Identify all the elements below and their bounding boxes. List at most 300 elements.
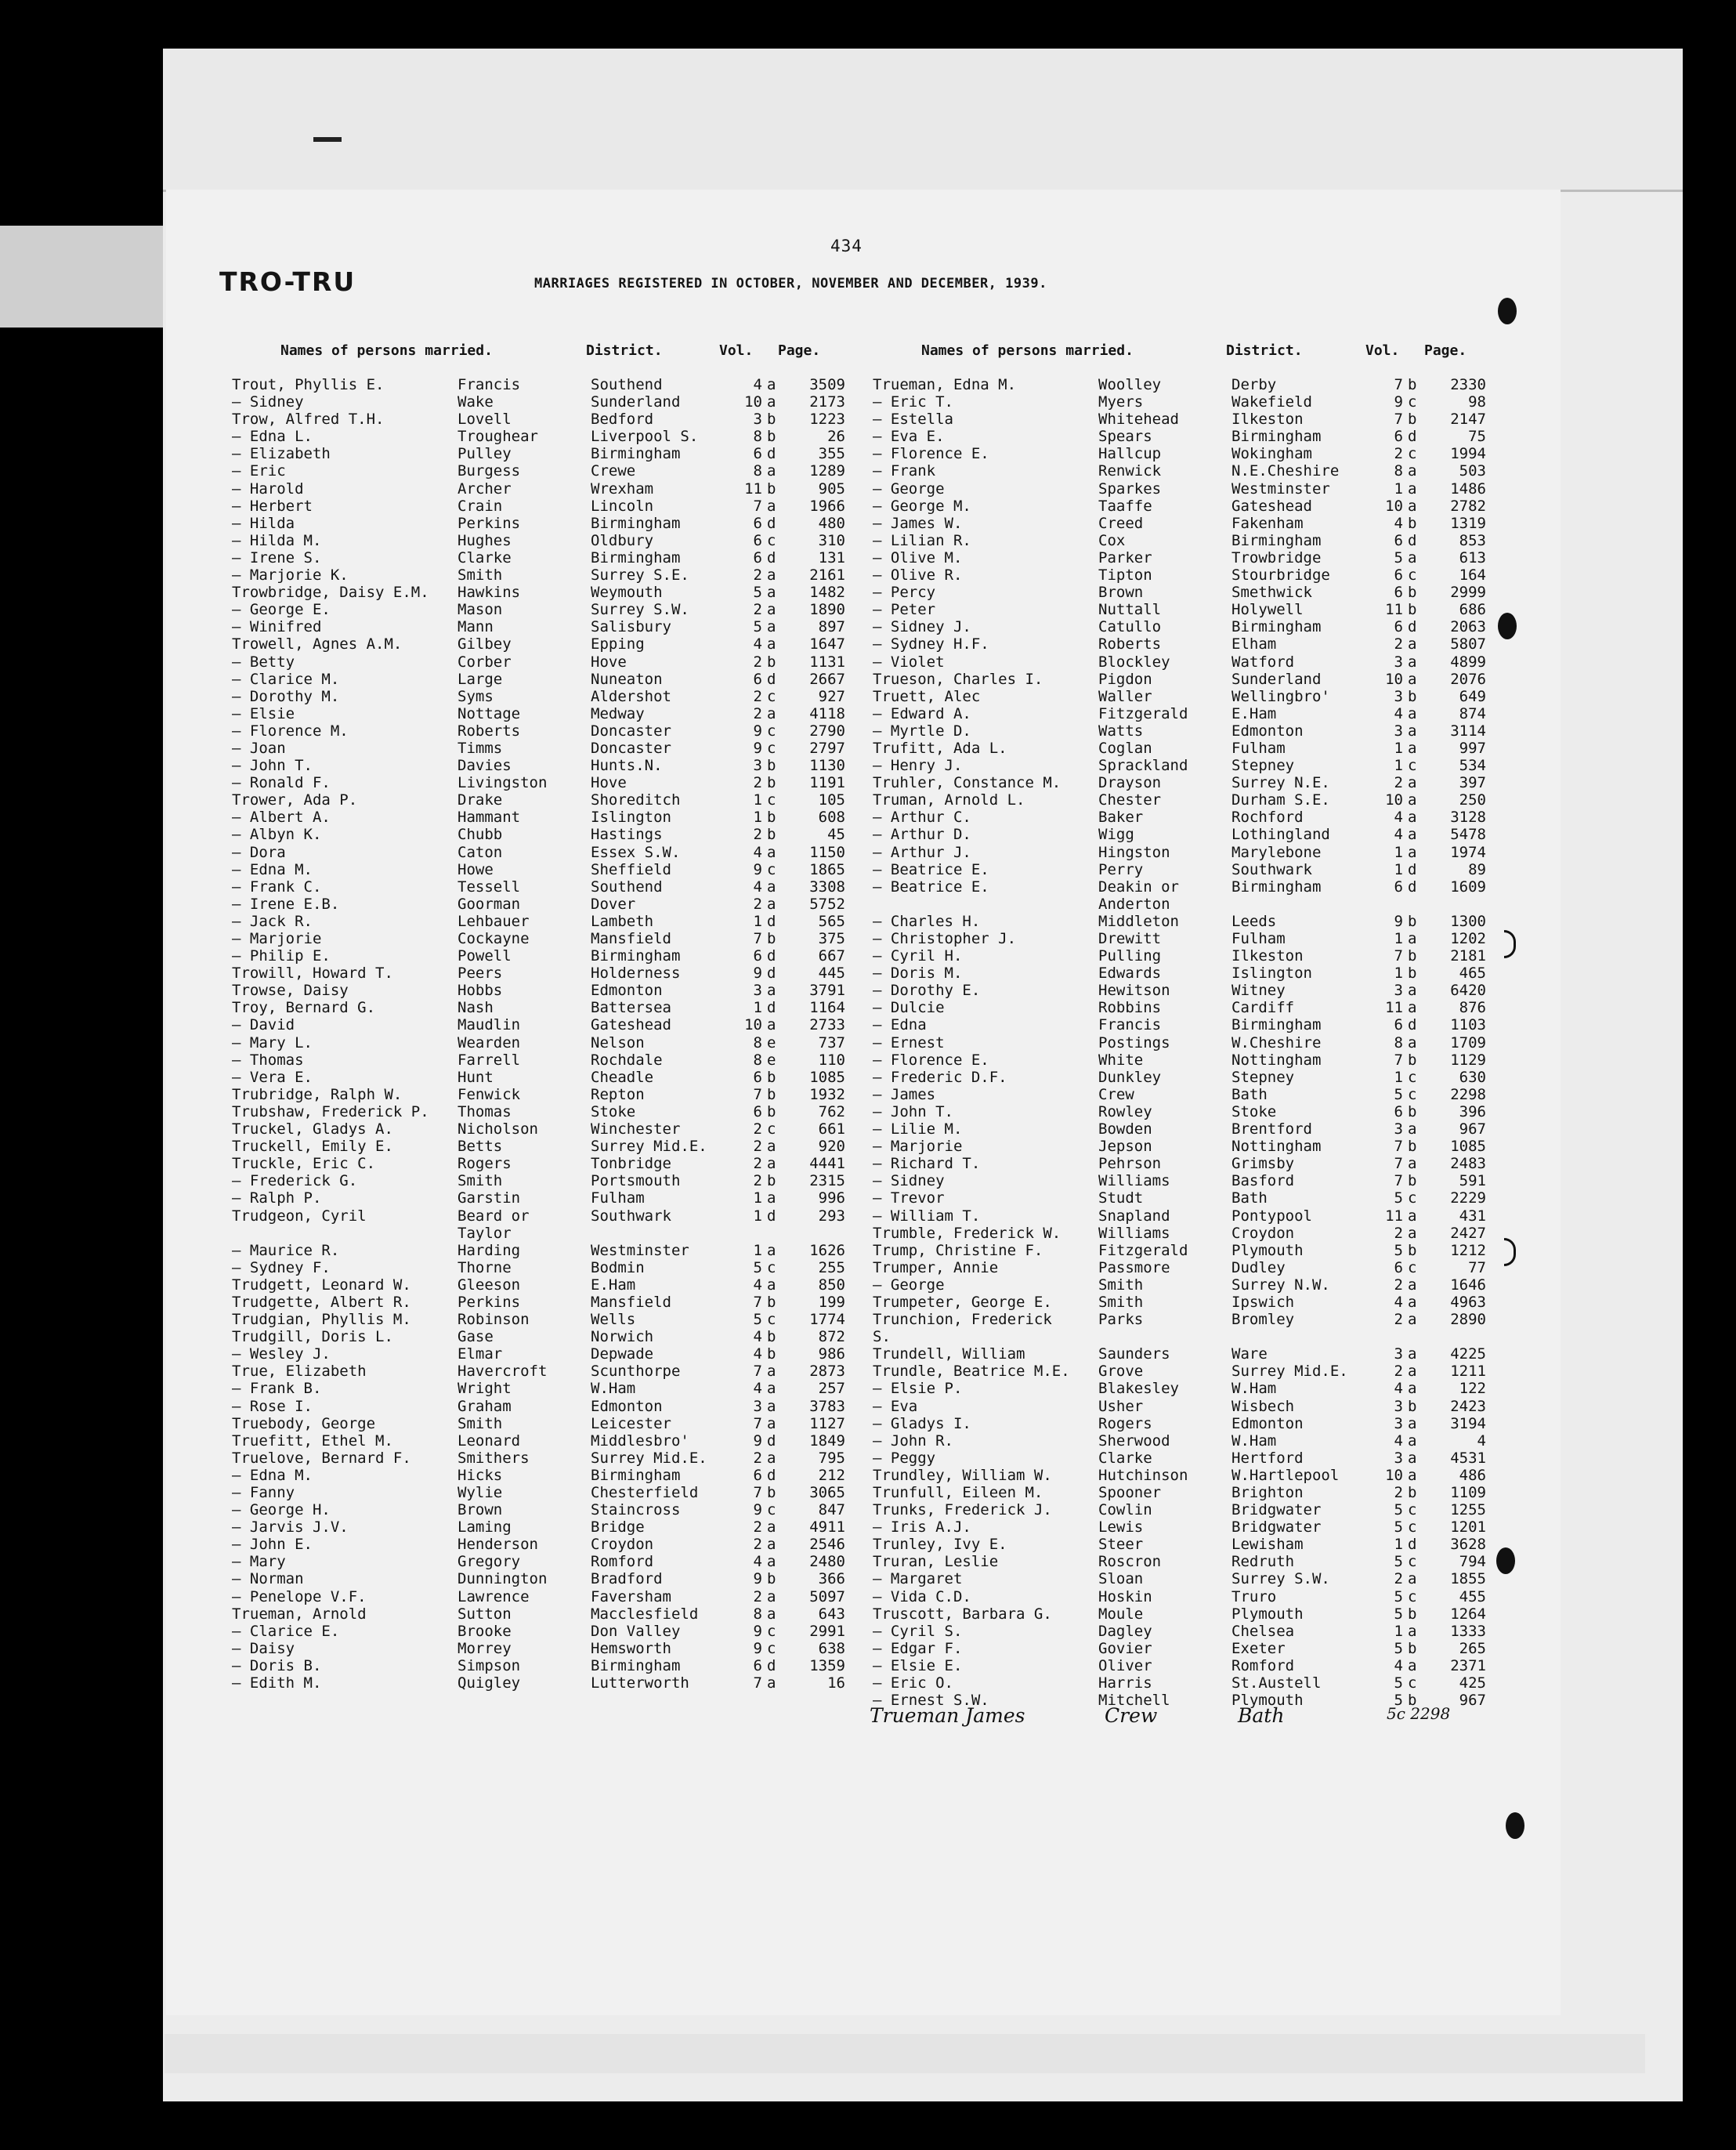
entry-vol-letter: a bbox=[1408, 497, 1417, 515]
entry-vol-letter: a bbox=[1408, 843, 1417, 861]
entry-spouse: Baker bbox=[1098, 809, 1144, 827]
entry-vol-letter: d bbox=[767, 1466, 776, 1484]
entry-vol: 6 bbox=[1394, 878, 1403, 896]
entry-district: Ilkeston bbox=[1231, 947, 1304, 965]
entry-district: Dover bbox=[591, 895, 636, 913]
entry-spouse: Jepson bbox=[1098, 1138, 1152, 1156]
entry-page: 1849 bbox=[809, 1432, 845, 1450]
entry-spouse: Parker bbox=[1098, 548, 1152, 566]
entry-vol-letter: b bbox=[767, 1293, 776, 1311]
entry-vol: 2 bbox=[1394, 1276, 1403, 1294]
entry-vol: 4 bbox=[753, 376, 762, 393]
entry-district: Doncaster bbox=[591, 722, 671, 740]
entry-vol-letter: a bbox=[1408, 1155, 1417, 1173]
entry-vol-letter: d bbox=[767, 445, 776, 463]
entry-page: 667 bbox=[818, 947, 845, 965]
entry-vol-letter: a bbox=[767, 1605, 776, 1623]
entry-spouse: Blockley bbox=[1098, 653, 1170, 671]
entry-district: Faversham bbox=[591, 1587, 671, 1605]
entry-spouse: Renwick bbox=[1098, 462, 1162, 480]
entry-vol: 4 bbox=[753, 843, 762, 861]
entry-vol: 5 bbox=[1394, 1189, 1403, 1207]
entry-vol: 1 bbox=[753, 912, 762, 930]
entry-page: 794 bbox=[1459, 1553, 1486, 1571]
entry-vol-letter: a bbox=[1408, 1656, 1417, 1674]
entry-district: Medway bbox=[591, 704, 645, 722]
entry-district: Winchester bbox=[591, 1120, 681, 1138]
entry-spouse: Nicholson bbox=[458, 1120, 538, 1138]
entry-page: 3509 bbox=[809, 376, 845, 393]
entry-name: — Violet bbox=[873, 653, 945, 671]
entry-page: 2330 bbox=[1450, 376, 1486, 393]
entry-page: 630 bbox=[1459, 1068, 1486, 1086]
entry-district: Durham S.E. bbox=[1231, 791, 1330, 809]
entry-name: — Irene E.B. bbox=[232, 895, 340, 913]
entry-name: — Beatrice E. bbox=[873, 860, 989, 878]
entry-district: Birmingham bbox=[591, 947, 681, 965]
entry-district: Stoke bbox=[591, 1102, 636, 1120]
entry-spouse: Cox bbox=[1098, 531, 1126, 549]
entry-page: 1130 bbox=[809, 757, 845, 775]
entry-vol: 6 bbox=[753, 548, 762, 566]
entry-page: 5807 bbox=[1450, 635, 1486, 653]
entry-vol: 4 bbox=[1394, 514, 1403, 532]
entry-vol-letter: b bbox=[1408, 1692, 1417, 1710]
entry-district: Islington bbox=[591, 809, 671, 827]
entry-district: Surrey S.W. bbox=[1231, 1570, 1330, 1588]
entry-vol-letter: a bbox=[1408, 930, 1417, 947]
entry-page: 1191 bbox=[809, 774, 845, 792]
entry-name: — George bbox=[873, 480, 945, 498]
entry-spouse: Rogers bbox=[1098, 1414, 1152, 1432]
entry-district: Gateshead bbox=[591, 1016, 671, 1034]
entry-spouse: White bbox=[1098, 1051, 1144, 1069]
entry-page: 2315 bbox=[809, 1172, 845, 1190]
entry-name: — Florence E. bbox=[873, 445, 989, 463]
entry-vol: 6 bbox=[753, 670, 762, 688]
entry-spouse: Creed bbox=[1098, 514, 1144, 532]
entry-name: — Dorothy E. bbox=[873, 982, 981, 1000]
entry-page: 996 bbox=[818, 1189, 845, 1207]
entry-name: — Joan bbox=[232, 739, 286, 757]
entry-page: 2546 bbox=[809, 1536, 845, 1554]
entry-district: Westminster bbox=[1231, 480, 1330, 498]
entry-vol-letter: d bbox=[1408, 878, 1417, 896]
entry-district: Essex S.W. bbox=[591, 843, 681, 861]
entry-spouse: Hutchinson bbox=[1098, 1466, 1188, 1484]
entry-vol-letter: b bbox=[1408, 1639, 1417, 1657]
entry-vol: 5 bbox=[1394, 1605, 1403, 1623]
entry-name: — Irene S. bbox=[232, 548, 322, 566]
entry-vol: 2 bbox=[1394, 1484, 1403, 1501]
entry-page: 1289 bbox=[809, 462, 845, 480]
entry-spouse: Smith bbox=[458, 1172, 503, 1190]
entry-page: 2063 bbox=[1450, 618, 1486, 636]
entry-vol: 5 bbox=[1394, 1639, 1403, 1657]
entry-name: — Sidney bbox=[873, 1172, 945, 1190]
entry-name: — Dulcie bbox=[873, 999, 945, 1017]
entry-spouse: Francis bbox=[458, 376, 521, 393]
entry-vol-letter: a bbox=[767, 601, 776, 619]
entry-vol: 2 bbox=[753, 687, 762, 705]
entry-name: Truett, Alec bbox=[873, 687, 981, 705]
entry-page: 2782 bbox=[1450, 497, 1486, 515]
entry-spouse: Williams bbox=[1098, 1224, 1170, 1242]
entry-page: 257 bbox=[818, 1380, 845, 1398]
entry-page: 2229 bbox=[1450, 1189, 1486, 1207]
entry-name: — Doris B. bbox=[232, 1656, 322, 1674]
entry-district: Repton bbox=[591, 1085, 645, 1103]
entry-page: 250 bbox=[1459, 791, 1486, 809]
entry-district: Salisbury bbox=[591, 618, 671, 636]
entry-district: Brentford bbox=[1231, 1120, 1312, 1138]
entry-district: Romford bbox=[1231, 1656, 1295, 1674]
entry-page: 2076 bbox=[1450, 670, 1486, 688]
entry-vol: 2 bbox=[1394, 635, 1403, 653]
entry-spouse: Simpson bbox=[458, 1656, 521, 1674]
entry-page: 897 bbox=[818, 618, 845, 636]
entry-vol-letter: d bbox=[1408, 860, 1417, 878]
entry-page: 396 bbox=[1459, 1102, 1486, 1120]
entry-name: — Frederick G. bbox=[232, 1172, 358, 1190]
entry-vol: 1 bbox=[1394, 843, 1403, 861]
entry-spouse: Taaffe bbox=[1098, 497, 1152, 515]
entry-vol: 8 bbox=[753, 462, 762, 480]
entry-spouse: Govier bbox=[1098, 1639, 1152, 1657]
entry-vol: 7 bbox=[1394, 411, 1403, 429]
entry-spouse: Perkins bbox=[458, 514, 521, 532]
entry-district: Bromley bbox=[1231, 1311, 1295, 1329]
entry-district: Hove bbox=[591, 774, 627, 792]
entry-vol-letter: c bbox=[767, 860, 776, 878]
entry-spouse: Passmore bbox=[1098, 1258, 1170, 1276]
entry-name: — Marjorie K. bbox=[232, 566, 349, 585]
entry-district: Bridge bbox=[591, 1518, 645, 1536]
entry-vol: 2 bbox=[753, 1138, 762, 1156]
entry-name: — Edna M. bbox=[232, 1466, 313, 1484]
entry-spouse: Wright bbox=[458, 1380, 512, 1398]
entry-district: Westminster bbox=[591, 1241, 689, 1259]
entry-vol: 6 bbox=[1394, 531, 1403, 549]
entry-page: 3194 bbox=[1450, 1414, 1486, 1432]
entry-vol-letter: a bbox=[1408, 1466, 1417, 1484]
entry-vol-letter: a bbox=[767, 1016, 776, 1034]
entry-district: Macclesfield bbox=[591, 1605, 699, 1623]
entry-district: Lambeth bbox=[591, 912, 654, 930]
entry-page: 6420 bbox=[1450, 982, 1486, 1000]
entry-spouse: Thorne bbox=[458, 1258, 512, 1276]
entry-vol: 5 bbox=[753, 1311, 762, 1329]
entry-vol-letter: a bbox=[767, 895, 776, 913]
entry-name: — Mary bbox=[232, 1553, 286, 1571]
entry-page: 1333 bbox=[1450, 1622, 1486, 1640]
entry-spouse: Fenwick bbox=[458, 1085, 521, 1103]
entry-name: — Gladys I. bbox=[873, 1414, 971, 1432]
entry-vol: 7 bbox=[753, 1363, 762, 1381]
entry-spouse: Hawkins bbox=[458, 584, 521, 602]
entry-spouse: Sloan bbox=[1098, 1570, 1144, 1588]
entry-district: Surrey N.E. bbox=[1231, 774, 1330, 792]
entry-vol-letter: d bbox=[767, 965, 776, 983]
entry-vol-letter: b bbox=[767, 757, 776, 775]
entry-name: Truran, Leslie bbox=[873, 1553, 999, 1571]
entry-name: — Jack R. bbox=[232, 912, 313, 930]
entry-district: Liverpool S. bbox=[591, 428, 699, 446]
entry-page: 3128 bbox=[1450, 809, 1486, 827]
entry-district: Depwade bbox=[591, 1345, 654, 1363]
entry-vol-letter: a bbox=[767, 1363, 776, 1381]
entry-spouse: Coglan bbox=[1098, 739, 1152, 757]
entry-page: 1211 bbox=[1450, 1363, 1486, 1381]
entry-district: Bath bbox=[1231, 1085, 1268, 1103]
entry-district: Leeds bbox=[1231, 912, 1277, 930]
entry-vol: 1 bbox=[753, 791, 762, 809]
entry-name: Trumble, Frederick W. bbox=[873, 1224, 1061, 1242]
entry-page: 110 bbox=[818, 1051, 845, 1069]
entry-district: Islington bbox=[1231, 965, 1312, 983]
entry-spouse: Mann bbox=[458, 618, 494, 636]
entry-vol-letter: b bbox=[1408, 687, 1417, 705]
entry-page: 105 bbox=[818, 791, 845, 809]
entry-vol-letter: c bbox=[1408, 1587, 1417, 1605]
entry-district: Ipswich bbox=[1231, 1293, 1295, 1311]
entry-name: — Christopher J. bbox=[873, 930, 1017, 947]
entry-page: 1255 bbox=[1450, 1501, 1486, 1519]
entry-page: 1359 bbox=[809, 1656, 845, 1674]
entry-spouse: Grove bbox=[1098, 1363, 1144, 1381]
entry-page: 375 bbox=[818, 930, 845, 947]
entry-district: Birmingham bbox=[1231, 531, 1322, 549]
entry-vol: 4 bbox=[753, 1276, 762, 1294]
entry-district: Mansfield bbox=[591, 930, 671, 947]
entry-district: Hastings bbox=[591, 826, 663, 844]
entry-vol-letter: d bbox=[767, 999, 776, 1017]
entry-spouse: Watts bbox=[1098, 722, 1144, 740]
entry-vol-letter: a bbox=[767, 1536, 776, 1554]
entry-district: Lothingland bbox=[1231, 826, 1330, 844]
entry-page: 293 bbox=[818, 1207, 845, 1225]
entry-vol-letter: d bbox=[767, 514, 776, 532]
entry-page: 2999 bbox=[1450, 584, 1486, 602]
entry-vol-letter: c bbox=[1408, 1189, 1417, 1207]
entry-name: Trumper, Annie bbox=[873, 1258, 999, 1276]
entry-name: — Jarvis J.V. bbox=[232, 1518, 349, 1536]
entry-name: Trudgian, Phyllis M. bbox=[232, 1311, 411, 1329]
entry-vol: 2 bbox=[753, 895, 762, 913]
entry-name: Trundley, William W. bbox=[873, 1466, 1052, 1484]
entry-page: 4963 bbox=[1450, 1293, 1486, 1311]
entry-spouse: Hicks bbox=[458, 1466, 503, 1484]
entry-page: 2483 bbox=[1450, 1155, 1486, 1173]
entry-spouse: Mason bbox=[458, 601, 503, 619]
header-vol-left: Vol. bbox=[719, 342, 754, 359]
entry-page: 2991 bbox=[809, 1622, 845, 1640]
entry-vol: 7 bbox=[753, 1674, 762, 1692]
entry-district: Hove bbox=[591, 653, 627, 671]
entry-vol-letter: a bbox=[767, 1189, 776, 1207]
entry-district: Stourbridge bbox=[1231, 566, 1330, 585]
entry-vol-letter: b bbox=[767, 1484, 776, 1501]
punch-hole-icon bbox=[1496, 1547, 1515, 1574]
entry-district: W.Ham bbox=[591, 1380, 636, 1398]
entry-spouse: Wearden bbox=[458, 1033, 521, 1051]
entry-spouse: Rogers bbox=[458, 1155, 512, 1173]
entry-spouse: Bowden bbox=[1098, 1120, 1152, 1138]
entry-vol: 6 bbox=[753, 514, 762, 532]
entry-vol-letter: a bbox=[1408, 1293, 1417, 1311]
entry-spouse: Sutton bbox=[458, 1605, 512, 1623]
entry-name: — Sidney bbox=[232, 393, 304, 411]
entry-vol-letter: d bbox=[767, 670, 776, 688]
entry-spouse: Lawrence bbox=[458, 1587, 530, 1605]
entry-vol: 5 bbox=[1394, 1518, 1403, 1536]
entry-vol-letter: a bbox=[1408, 791, 1417, 809]
entry-page: 455 bbox=[1459, 1587, 1486, 1605]
entry-spouse: Whitehead bbox=[1098, 411, 1179, 429]
entry-page: 1223 bbox=[809, 411, 845, 429]
entry-page: 486 bbox=[1459, 1466, 1486, 1484]
entry-vol: 4 bbox=[1394, 1293, 1403, 1311]
entry-district: Ilkeston bbox=[1231, 411, 1304, 429]
entry-district: Pontypool bbox=[1231, 1207, 1312, 1225]
entry-spouse: Corber bbox=[458, 653, 512, 671]
entry-spouse: Gleeson bbox=[458, 1276, 521, 1294]
entry-page: 967 bbox=[1459, 1120, 1486, 1138]
entry-name: — Dora bbox=[232, 843, 286, 861]
entry-spouse: Sherwood bbox=[1098, 1432, 1170, 1450]
entry-vol: 4 bbox=[753, 635, 762, 653]
entry-spouse: Pulling bbox=[1098, 947, 1162, 965]
entry-spouse: Oliver bbox=[1098, 1656, 1152, 1674]
entry-page: 905 bbox=[818, 480, 845, 498]
entry-district: Bedford bbox=[591, 411, 654, 429]
entry-page: 3065 bbox=[809, 1484, 845, 1501]
entry-vol-letter: c bbox=[767, 687, 776, 705]
entry-spouse: Burgess bbox=[458, 462, 521, 480]
entry-spouse: Spears bbox=[1098, 428, 1152, 446]
entry-page: 920 bbox=[818, 1138, 845, 1156]
entry-vol: 4 bbox=[1394, 1380, 1403, 1398]
entry-name: — George M. bbox=[873, 497, 971, 515]
entry-district: W.Cheshire bbox=[1231, 1033, 1322, 1051]
entry-vol-letter: c bbox=[1408, 566, 1417, 585]
entry-spouse: Nash bbox=[458, 999, 494, 1017]
entry-name: — John T. bbox=[873, 1102, 953, 1120]
entry-vol-letter: a bbox=[767, 1518, 776, 1536]
entry-page: 2161 bbox=[809, 566, 845, 585]
entry-name: — Frederic D.F. bbox=[873, 1068, 1007, 1086]
entry-district: Plymouth bbox=[1231, 1692, 1304, 1710]
entry-vol: 6 bbox=[1394, 566, 1403, 585]
entry-name: — Sydney F. bbox=[232, 1258, 331, 1276]
entry-name: — Eric T. bbox=[873, 393, 953, 411]
entry-page: 1486 bbox=[1450, 480, 1486, 498]
entry-vol: 4 bbox=[753, 1328, 762, 1346]
entry-vol: 8 bbox=[1394, 1033, 1403, 1051]
entry-vol: 5 bbox=[1394, 548, 1403, 566]
entry-page: 1890 bbox=[809, 601, 845, 619]
entry-vol: 2 bbox=[753, 1449, 762, 1467]
entry-vol-letter: a bbox=[1408, 809, 1417, 827]
entry-vol-letter: b bbox=[1408, 1138, 1417, 1156]
entry-name: — Peggy bbox=[873, 1449, 936, 1467]
entry-vol-letter: b bbox=[1408, 376, 1417, 393]
entry-district: Southend bbox=[591, 878, 663, 896]
entry-vol-letter: a bbox=[1408, 635, 1417, 653]
entry-district: Southwark bbox=[591, 1207, 671, 1225]
entry-vol: 1 bbox=[753, 999, 762, 1017]
entry-spouse: Studt bbox=[1098, 1189, 1144, 1207]
entry-page: 480 bbox=[818, 514, 845, 532]
entry-vol-letter: c bbox=[1408, 1674, 1417, 1692]
entry-spouse: Elmar bbox=[458, 1345, 503, 1363]
entry-vol: 2 bbox=[753, 1155, 762, 1173]
entry-vol: 3 bbox=[753, 1397, 762, 1415]
entry-vol: 5 bbox=[1394, 1241, 1403, 1259]
entry-district: Wisbech bbox=[1231, 1397, 1295, 1415]
entry-vol-letter: a bbox=[767, 1380, 776, 1398]
entry-name: Trow, Alfred T.H. bbox=[232, 411, 385, 429]
entry-page: 608 bbox=[818, 809, 845, 827]
entry-vol-letter: c bbox=[1408, 1553, 1417, 1571]
entry-vol: 8 bbox=[753, 1051, 762, 1069]
entry-vol-letter: b bbox=[1408, 1172, 1417, 1190]
entry-district: Edmonton bbox=[1231, 1414, 1304, 1432]
entry-district: Nottingham bbox=[1231, 1138, 1322, 1156]
entry-name: — Florence M. bbox=[232, 722, 349, 740]
entry-vol-letter: c bbox=[767, 1639, 776, 1657]
entry-page: 465 bbox=[1459, 965, 1486, 983]
entry-vol-letter: a bbox=[1408, 480, 1417, 498]
entry-district: St.Austell bbox=[1231, 1674, 1322, 1692]
entry-district: Derby bbox=[1231, 376, 1277, 393]
entry-vol: 2 bbox=[1394, 1224, 1403, 1242]
entry-vol-letter: a bbox=[1408, 1276, 1417, 1294]
entry-district: Stepney bbox=[1231, 1068, 1295, 1086]
entry-page: 1201 bbox=[1450, 1518, 1486, 1536]
entry-district: Hemsworth bbox=[591, 1639, 671, 1657]
entry-page: 355 bbox=[818, 445, 845, 463]
entry-vol-letter: b bbox=[1408, 1102, 1417, 1120]
entry-district: Sheffield bbox=[591, 860, 671, 878]
entry-vol: 5 bbox=[753, 1258, 762, 1276]
entry-vol-letter: a bbox=[1408, 1345, 1417, 1363]
entry-name: — Elsie E. bbox=[873, 1656, 963, 1674]
entry-district: Staincross bbox=[591, 1501, 681, 1519]
entry-vol: 2 bbox=[753, 826, 762, 844]
entry-page: 1109 bbox=[1450, 1484, 1486, 1501]
entry-spouse: Rowley bbox=[1098, 1102, 1152, 1120]
entry-vol: 1 bbox=[1394, 757, 1403, 775]
entry-spouse: Gilbey bbox=[458, 635, 512, 653]
entry-vol: 3 bbox=[1394, 653, 1403, 671]
entry-page: 2667 bbox=[809, 670, 845, 688]
entry-spouse: Edwards bbox=[1098, 965, 1162, 983]
entry-vol-letter: a bbox=[1408, 1120, 1417, 1138]
entry-vol-letter: b bbox=[1408, 1241, 1417, 1259]
entry-spouse: Timms bbox=[458, 739, 503, 757]
note-name: Trueman James bbox=[870, 1704, 1025, 1727]
entry-district: Croydon bbox=[591, 1536, 654, 1554]
entry-vol-letter: a bbox=[767, 1414, 776, 1432]
entry-district: Edmonton bbox=[1231, 722, 1304, 740]
entry-vol: 1 bbox=[753, 809, 762, 827]
entry-vol: 5 bbox=[753, 584, 762, 602]
entry-district: Holderness bbox=[591, 965, 681, 983]
entry-spouse: Usher bbox=[1098, 1397, 1144, 1415]
entry-vol: 3 bbox=[1394, 1345, 1403, 1363]
entry-vol: 3 bbox=[753, 757, 762, 775]
